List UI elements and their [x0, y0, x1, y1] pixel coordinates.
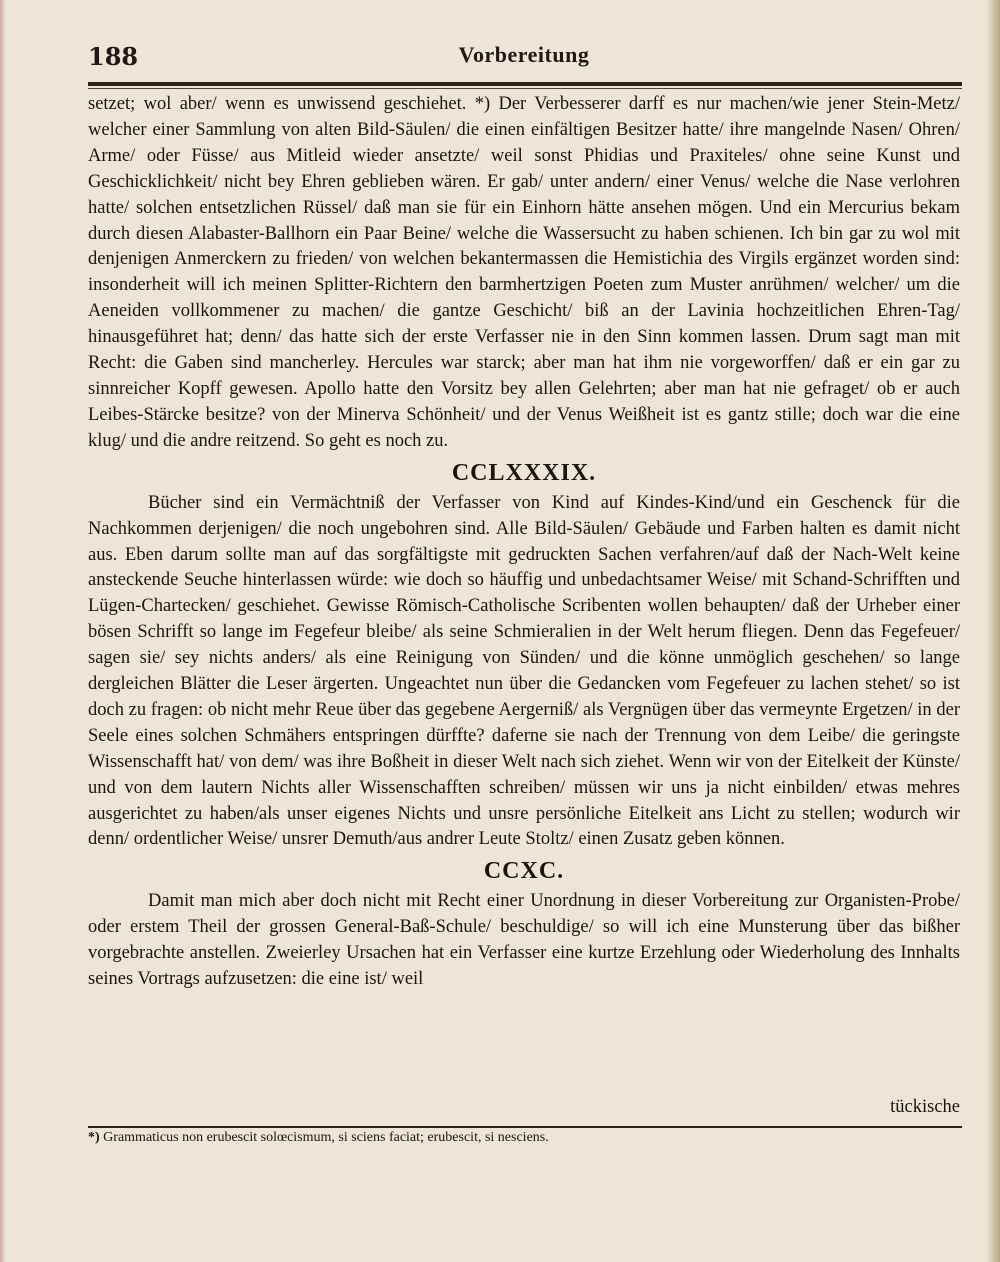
page-header — [88, 38, 960, 72]
header-rule — [88, 82, 962, 86]
footnote-marker: *) — [88, 1130, 100, 1145]
catchword: tückische — [890, 1097, 960, 1117]
page-edge-right — [986, 0, 1000, 1262]
page-number: 188 — [88, 42, 139, 71]
footnote — [88, 1128, 960, 1148]
running-head: Vorbereitung — [458, 42, 590, 67]
page-edge-left — [0, 0, 6, 1262]
section-heading: CCXC. — [483, 858, 565, 885]
section-heading: CCLXXXIX. — [451, 459, 597, 486]
main-text — [88, 92, 960, 993]
header-rule-thin — [88, 88, 962, 89]
footnote-text: Grammaticus non erubescit solœcismum, si sciens faciat; erubescit, si nesciens. — [103, 1130, 549, 1145]
paragraph: setzet; wol aber/ wenn es unwissend geschiehet. *) Der Verbesserer darff es nur machen/wie jener Stein-Metz/ welcher einer Sammlung von alten Bild-Säulen/ die einen einfältigen Besitzer hatte/ ihre mangelnde Nasen/ Ohren/ Arme/ oder Füsse/ aus Mitleid wieder ansetzte/ weil sonst Phidias und Praxiteles/ ohne seine Kunst und Geschicklichkeit/ nicht bey Ehren geblieben wären. Er gab/ unter andern/ einer Venus/ welche die Nase verlohren hatte/ solchen entsetzlichen Rüssel/ daß man sie für ein Einhorn hätte ansehen mögen. Und ein Mercurius bekam durch diesen Alabaster-Ballhorn ein Paar Beine/ welche die Wassersucht zu haben schienen. Ich bin gar zu wol mit denjenigen Anmerckern zu frieden/ von welchen bekantermassen die Hemistichia des Virgils ergänzet worden sind: insonderheit will ich meinen Splitter-Richtern den barmhertzigen Poeten zum Muster anrühmen/ welcher/ um die Aeneiden vollkommener zu machen/ die gantze Geschicht/ biß an der Lavinia hochzeitlichen Ehren-Tag/ hinausgeführet hat; denn/ das hatte sich der erste Verfasser nie in den Sinn kommen lassen. Drum sagt man mit Recht: die Gaben sind mancherley. Hercules war starck; aber man hat ihm nie vorgeworffen/ daß er ein gar zu sinnreicher Kopff gewesen. Apollo hatte den Vorsitz bey allen Gelehrten; aber man hat nie gefraget/ ob er auch Leibes-Stärcke besitze? von der Minerva Schönheit/ und der Venus Weißheit ist es gantz stille; doch war die eine klug/ und die andre reitzend. So geht es noch zu. — [88, 94, 960, 451]
paragraph: Bücher sind ein Vermächtniß der Verfasser von Kind auf Kindes-Kind/und ein Geschenck für die Nachkommen derjenigen/ die noch ungebohren sind. Alle Bild-Säulen/ Gebäude und Farben halten es damit nicht aus. Eben darum sollte man auf das sorgfältigste mit gedruckten Sachen verfahren/auf daß der Nach-Welt keine ansteckende Seuche hinterlassen würde: wie doch so häuffig und unbedachtsamer Weise/ mit Schand-Schrifften und Lügen-Chartecken/ geschiehet. Gewisse Römisch-Catholische Scribenten wollen behaupten/ daß der Urheber einer bösen Schrifft so lange im Fegefeur bleibe/ als seine Schmieralien in der Welt herum fliegen. Denn das Fegefeuer/ sagen sie/ sey nichts anders/ als eine Reinigung von Sünden/ und die könne unmöglich geschehen/ so lange dergleichen Blätter die Leser ärgerten. Ungeachtet nun über die Gedancken vom Fegefeuer zu lachen stehet/ so ist doch zu fragen: ob nicht mehr Reue über das gegebene Aergerniß/ als Vergnügen über das vermeynte Ergetzen/ in der Seele eines solchen Schmähers entspringen dürffte? daferne sie nach der Trennung von dem Leibe/ die geringste Wissenschafft hat/ von dem/ was ihre Boßheit in dieser Welt nach sich ziehet. Wenn wir von der Eitelkeit der Künste/ und von dem lautern Nichts aller Wissenschafften schreiben/ müssen wir uns ja nicht einbilden/ etwas mehres ausgerichtet zu haben/als unser eigenes Nichts und unsre persönliche Eitelkeit ans Licht zu stellen; wodurch wir denn/ ordentlicher Weise/ unsrer Demuth/aus andrer Leute Stoltz/ einen Zusatz geben können. — [88, 492, 960, 850]
paragraph: Damit man mich aber doch nicht mit Recht einer Unordnung in dieser Vorbereitung zur Organisten-Probe/ oder erstem Theil der grossen General-Baß-Schule/ beschuldige/ so will ich eine Munsterung über das bißher vorgebrachte anstellen. Zweierley Ursachen hat ein Verfasser eine kurtze Erzehlung oder Wiederholung des Innhalts seines Vortrags aufzusetzen: die eine ist/ weil — [88, 891, 960, 990]
